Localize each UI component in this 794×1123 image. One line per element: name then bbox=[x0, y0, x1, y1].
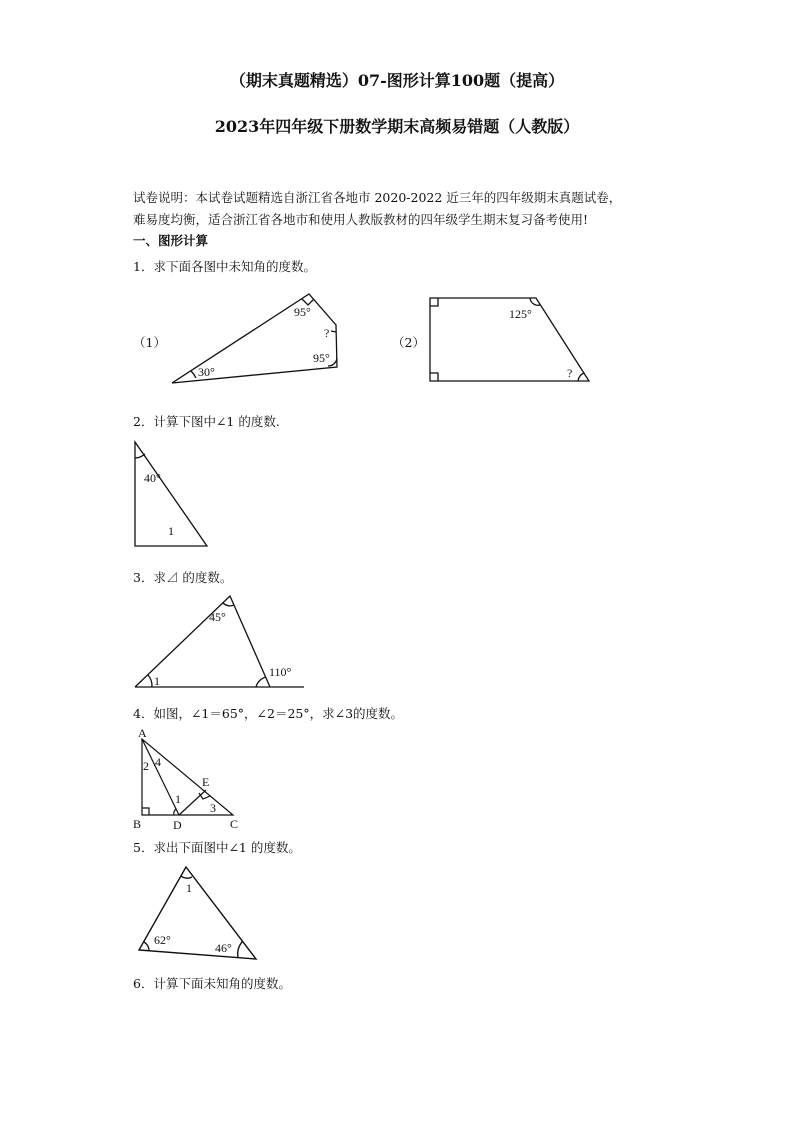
q1-angle-unknown: ? bbox=[324, 326, 330, 340]
q1-angle-30: 30° bbox=[198, 365, 215, 379]
q5-angle-46: 46° bbox=[215, 941, 232, 955]
q5-angle-62: 62° bbox=[154, 933, 171, 947]
q1-angle-95-bottom: 95° bbox=[313, 351, 330, 365]
q4-angle-1: 1 bbox=[175, 792, 181, 806]
q1-sub1-label: （1） bbox=[133, 335, 166, 350]
q3-angle-110: 110° bbox=[269, 665, 292, 679]
q4-point-E: E bbox=[202, 775, 210, 789]
q2-angle-40: 40° bbox=[144, 471, 161, 485]
q4-point-D: D bbox=[173, 818, 182, 832]
q4-angle-3: 3 bbox=[210, 801, 216, 815]
q4-point-A: A bbox=[138, 726, 147, 740]
q4-point-C: C bbox=[230, 817, 239, 831]
page-title-line1: （期末真题精选）07-图形计算100题（提高） bbox=[229, 71, 565, 90]
q3-angle-1: 1 bbox=[154, 674, 160, 688]
q1-sub2-label: （2） bbox=[392, 335, 425, 350]
question-1-text: 1．求下面各图中未知角的度数。 bbox=[133, 259, 316, 274]
intro-line2: 难易度均衡，适合浙江省各地市和使用人教版教材的四年级学生期末复习备考使用! bbox=[133, 212, 589, 227]
question-2-text: 2．计算下图中∠1 的度数. bbox=[133, 414, 280, 429]
q5-angle-1: 1 bbox=[186, 881, 192, 895]
question-6-text: 6．计算下面未知角的度数。 bbox=[133, 976, 291, 991]
q4-point-B: B bbox=[133, 817, 142, 831]
q1-angle-125: 125° bbox=[509, 307, 532, 321]
q1-trapezoid-unknown: ? bbox=[567, 366, 573, 380]
page-title-line2: 2023年四年级下册数学期末高频易错题（人教版） bbox=[214, 117, 580, 136]
question-5-text: 5．求出下面图中∠1 的度数。 bbox=[133, 840, 301, 855]
q2-angle-1: 1 bbox=[168, 524, 174, 538]
question-4-text: 4．如图，∠1＝65°，∠2＝25°，求∠3的度数。 bbox=[133, 706, 404, 721]
q4-angle-4: 4 bbox=[155, 755, 161, 769]
section-title: 一、图形计算 bbox=[133, 233, 209, 248]
q4-angle-2: 2 bbox=[143, 759, 149, 773]
q1-angle-95-top: 95° bbox=[294, 305, 311, 319]
q3-angle-45: 45° bbox=[209, 610, 226, 624]
intro-line1: 试卷说明：本试卷试题精选自浙江省各地市 2020-2022 近三年的四年级期末真题试卷， bbox=[133, 190, 622, 205]
question-3-text: 3．求⊿ 的度数。 bbox=[133, 570, 233, 585]
